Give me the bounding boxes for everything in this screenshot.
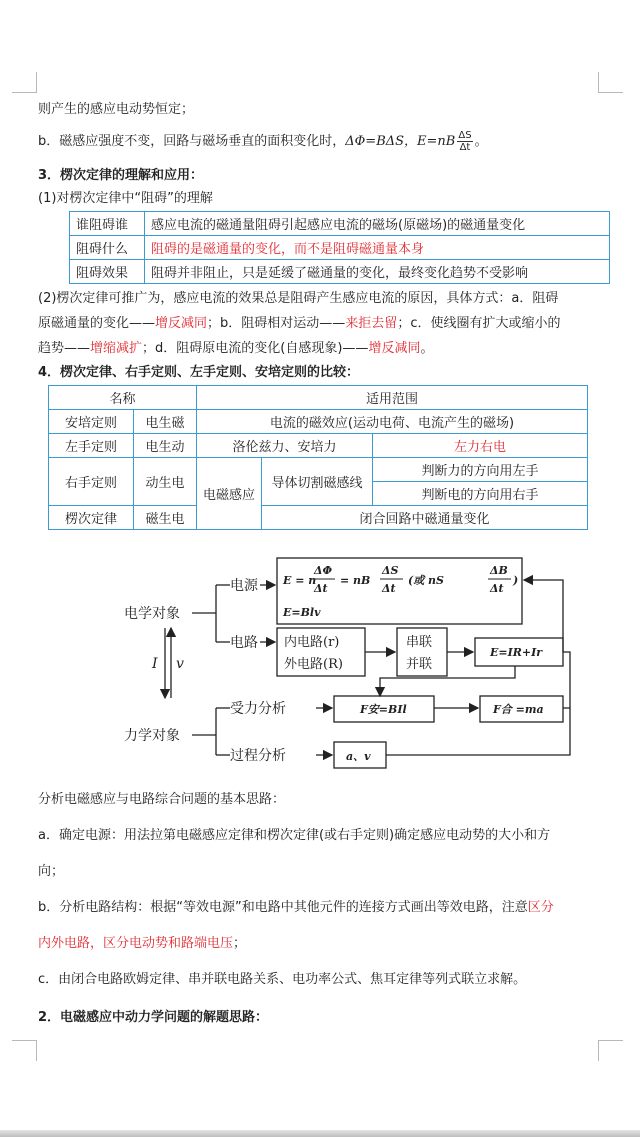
subheading: (1)对楞次定律中“阻碍”的理解	[38, 191, 213, 206]
circuit-label: 电路	[230, 635, 258, 651]
page-edge	[0, 1130, 640, 1137]
emf-formula: (或 nS	[408, 574, 444, 587]
table-cell: 感应电流的磁通量阻碍引起感应电流的磁场(原磁场)的磁通量变化	[145, 212, 610, 236]
text-line	[38, 313, 560, 335]
text-line	[38, 897, 554, 919]
table-cell: 右手定则	[49, 458, 134, 506]
table-row	[70, 236, 610, 260]
table-cell-head: 阻碍什么	[70, 236, 145, 260]
fraction-numerator: ΔB	[490, 564, 508, 577]
force-analysis-label: 受力分析	[230, 701, 286, 717]
elec-object-label: 电学对象	[124, 606, 180, 622]
text-segment: 趋势——	[38, 341, 91, 356]
velocity-label: v	[176, 656, 184, 672]
highlight-text: 内外电路	[38, 936, 91, 951]
table-cell: 电流的磁效应(运动电荷、电流产生的磁场)	[197, 410, 588, 434]
table-cell: 左手定则	[49, 434, 134, 458]
table-cell: 洛伦兹力、安培力	[197, 434, 373, 458]
table-cell: 判断力的方向用左手	[373, 458, 588, 482]
text-segment: b．磁感应强度不变，回路与磁场垂直的面积变化时，	[38, 134, 346, 149]
text-line: 向；	[38, 864, 65, 879]
table-cell: 判断电的方向用右手	[373, 482, 588, 506]
text-segment: 。	[474, 134, 488, 149]
highlight-text: 区分电动势和路端电压	[103, 936, 234, 951]
table-cell: 电生磁	[134, 410, 197, 434]
table-header-name: 名称	[49, 386, 197, 410]
highlight-text: 增反减同	[368, 341, 421, 356]
newton-formula: F合 =ma	[493, 703, 544, 716]
text-segment: 原磁通量的变化——	[38, 316, 156, 331]
formula-line	[38, 128, 488, 156]
table-cell-head: 谁阻碍谁	[70, 212, 145, 236]
table-cell: 磁生电	[134, 506, 197, 530]
table-row	[49, 386, 588, 410]
highlight-text: 增反减同	[155, 316, 208, 331]
ohm-formula: E=IR+Ir	[490, 646, 543, 659]
section-heading: 4．楞次定律、右手定则、左手定则、安培定则的比较：	[38, 365, 360, 380]
table-row	[49, 434, 588, 458]
connector	[563, 652, 570, 708]
text-line: 分析电磁感应与电路综合问题的基本思路：	[38, 792, 286, 807]
table-cell: 闭合回路中磁通量变化	[262, 506, 588, 530]
text-line	[38, 338, 433, 360]
emf-formula: E = n	[283, 574, 317, 587]
table-cell-head: 阻碍效果	[70, 260, 145, 284]
table-row	[49, 506, 588, 530]
highlight-text: 增缩减扩	[90, 341, 143, 356]
formula-segment: ΔΦ=BΔS，E=nB	[345, 134, 456, 149]
text-line: 则产生的感应电动势恒定；	[38, 102, 195, 117]
arrow	[524, 580, 563, 652]
fraction	[457, 130, 472, 153]
fraction-numerator: ΔΦ	[314, 564, 333, 577]
fraction-numerator: ΔS	[458, 130, 472, 141]
crop-mark-top-left	[12, 72, 37, 93]
analysis-flow-diagram	[120, 550, 580, 770]
text-line: c．由闭合电路欧姆定律、串并联电路关系、电功率公式、焦耳定律等列式联立求解。	[38, 972, 527, 987]
text-segment: ；b．阻碍相对运动——	[207, 316, 346, 331]
rules-comparison-table	[48, 385, 588, 530]
fraction-numerator: ΔS	[382, 564, 399, 577]
table-cell: 阻碍并非阻止，只是延缓了磁通量的变化，最终变化趋势不受影响	[145, 260, 610, 284]
text-segment: ；	[233, 936, 247, 951]
process-analysis-label: 过程分析	[230, 748, 286, 764]
power-label: 电源	[230, 578, 258, 594]
highlight-text: 区分	[527, 900, 554, 915]
obstruction-table	[69, 211, 610, 284]
emf-formula: E=Blv	[283, 606, 321, 619]
text-line: a．确定电源：用法拉第电磁感应定律和楞次定律(或右手定则)确定感应电动势的大小和方	[38, 828, 551, 843]
fraction-denominator: Δt	[314, 582, 328, 595]
outer-circuit-label: 外电路(R)	[284, 657, 343, 672]
fraction-denominator: Δt	[382, 582, 396, 595]
table-cell: 电生动	[134, 434, 197, 458]
inner-circuit-label: 内电路(r)	[284, 635, 340, 650]
table-cell: 阻碍的是磁通量的变化，而不是阻碍磁通量本身	[145, 236, 610, 260]
table-row	[49, 458, 588, 482]
text-segment: 。	[420, 341, 434, 356]
table-cell: 动生电	[134, 458, 197, 506]
section-heading: 3．楞次定律的理解和应用：	[38, 168, 204, 183]
text-segment: ；c．使线圈有扩大或缩小的	[397, 316, 561, 331]
crop-mark-bottom-right	[598, 1040, 623, 1061]
text-segment: b．分析电路结构：根据“等效电源”和电路中其他元件的连接方式画出等效电路，注意	[38, 900, 528, 915]
table-row	[49, 410, 588, 434]
mech-object-label: 力学对象	[124, 728, 180, 744]
table-row	[70, 212, 610, 236]
table-row	[70, 260, 610, 284]
table-cell: 导体切割磁感线	[262, 458, 373, 506]
text-segment: ；d．阻碍原电流的变化(自感现象)——	[142, 341, 369, 356]
crop-mark-top-right	[598, 72, 623, 93]
av-formula: a、v	[346, 750, 371, 763]
crop-mark-bottom-left	[12, 1040, 37, 1061]
current-label: I	[152, 656, 158, 672]
highlight-text: ，	[90, 936, 104, 951]
text-line: (2)楞次定律可推广为，感应电流的效果总是阻碍产生感应电流的原因，具体方式：a．阻碍	[38, 291, 559, 306]
table-cell: 电磁感应	[197, 458, 262, 530]
parallel-label: 并联	[406, 657, 433, 672]
table-header-scope: 适用范围	[197, 386, 588, 410]
table-cell: 安培定则	[49, 410, 134, 434]
highlight-text: 来拒去留	[345, 316, 398, 331]
ampere-formula: F安=BIl	[360, 703, 407, 716]
text-line	[38, 933, 246, 955]
emf-formula: = nB	[340, 574, 371, 587]
emf-formula: )	[513, 574, 519, 587]
series-label: 串联	[406, 635, 433, 650]
fraction-denominator: Δt	[490, 582, 504, 595]
table-cell: 楞次定律	[49, 506, 134, 530]
table-cell: 左力右电	[373, 434, 588, 458]
fraction-denominator: Δt	[459, 142, 471, 153]
section-heading: 2．电磁感应中动力学问题的解题思路：	[38, 1010, 269, 1025]
